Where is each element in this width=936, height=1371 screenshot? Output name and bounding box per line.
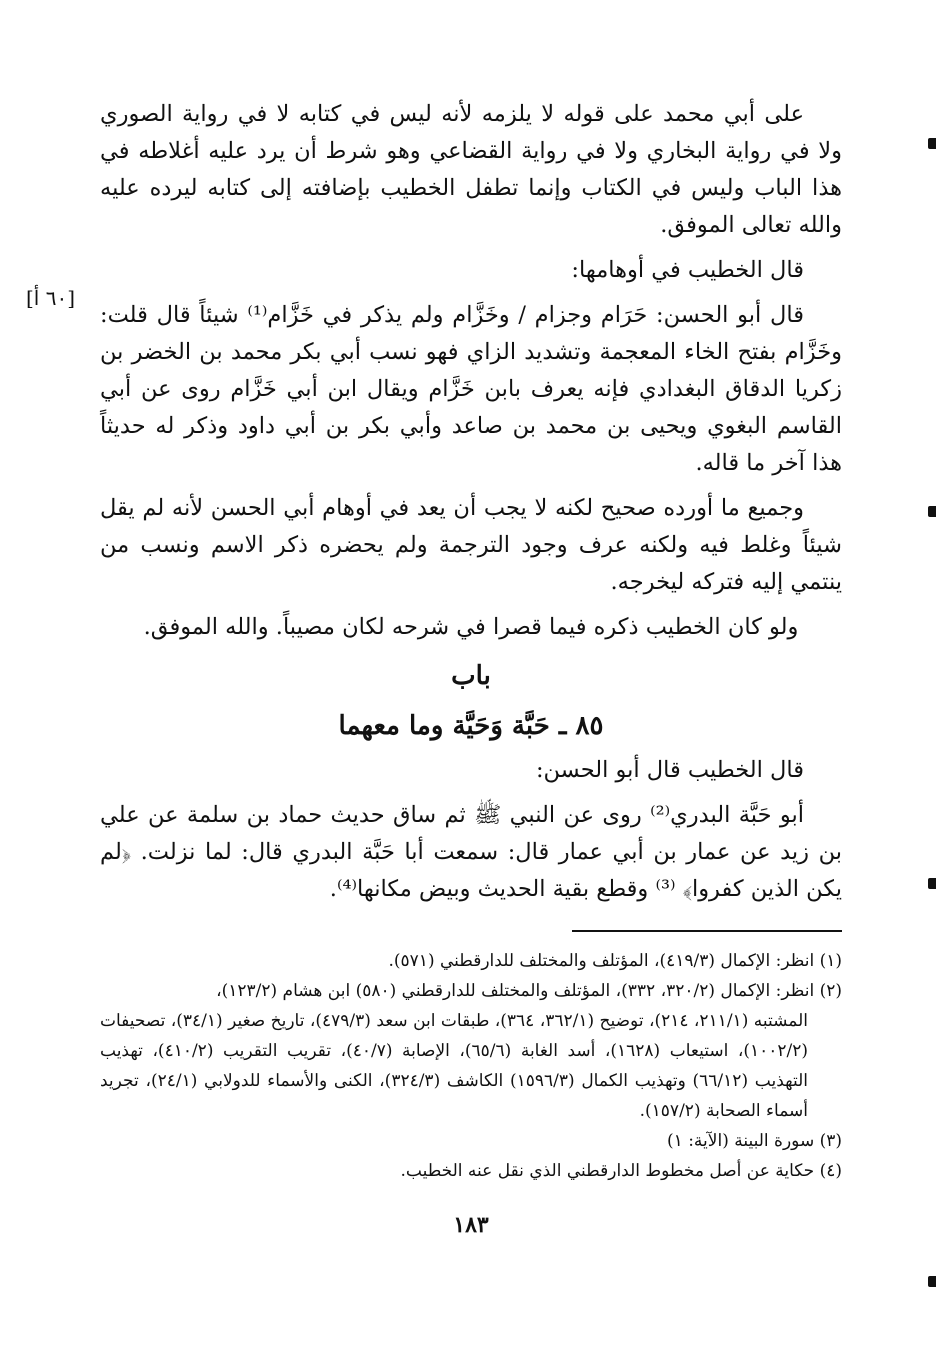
page-number: ١٨٣: [453, 1212, 489, 1238]
paragraph-1: على أبي محمد على قوله لا يلزمه لأنه ليس في كتابه لا في رواية الصوري ولا في رواية البخاري ولا في رواية القضاعي وهو شرط أن يرد عليه أغلاطه في هذا الباب وليس في الكتاب وإنما تطفل الخطيب بإضافته إلى كتابه ليرده عليه والله تعالى الموفق.: [100, 101, 842, 238]
section-paragraph-1: قال الخطيب قال أبو الحسن:: [535, 757, 804, 783]
chapter-title: ٨٥ ـ حَبَّة وَحَيَّة وما معهما: [338, 711, 604, 741]
footnote-divider: [572, 930, 842, 932]
paragraph-3: قال أبو الحسن: حَرَام وجزام / وخَزَّام ولم يذكر في خَزَّام⁽¹⁾ شيئاً قال قلت: وخَزَّام بفتح الخاء المعجمة وتشديد الزاي فهو نسب أبي بكر محمد بن الخضر بن زكريا الدقاق البغدادي فإنه يعرف بابن خَزَّام ويقال ابن أبي خَزَّام روى عن أبي القاسم البغوي ويحيى بن محمد بن صاعد وأبي بكر بن أبي داود وذكر له حديثاً هذا آخر ما قاله.: [100, 302, 842, 476]
margin-note: [٦٠ أ]: [26, 286, 76, 310]
paragraph-5: ولو كان الخطيب ذكره فيما قصرا في شرحه لكان مصيباً. والله الموفق.: [143, 614, 799, 640]
binding-mark: [928, 506, 936, 517]
footnote-1: (١) انظر: الإكمال (٤١٩/٣)، المؤتلف والمختلف للدارقطني (٥٧١).: [388, 951, 842, 971]
page-body: [100, 96, 842, 1238]
paragraph-4: وجميع ما أورده صحيح لكنه لا يجب أن يعد في أوهام أبي الحسن لأنه لم يقل شيئاً وغلط فيه ولكنه عرف وجود الترجمة ولم يحضره ذكر الاسم ونسب من ينتمي إليه فتركه ليخرجه.: [100, 495, 842, 595]
footnote-2-continuation: المشتبه (٢١١/١، ٢١٤)، توضيح (٣٦٢/١، ٣٦٤)، طبقات ابن سعد (٤٧٩/٣)، تاريخ صغير (٣٤/١)، تصحيفات (١٠٠٢/٢)، استيعاب (١٦٢٨)، أسد الغابة (٦٥/٦)، الإصابة (٤٠/٧)، تقريب التقريب (٤١٠/٢)، تهذيب التهذيب (٦٦/١٢) وتهذيب الكمال (١٥٩٦/٣) الكاشف (٣٢٤/٣)، الكنى والأسماء للدولابي (٢٤/١)، تجريد أسماء الصحابة (١٥٧/٢).: [100, 1011, 809, 1121]
footnote-4: (٤) حكاية عن أصل مخطوط الدارقطني الذي نقل عنه الخطيب.: [400, 1161, 842, 1181]
chapter-label: باب: [451, 661, 491, 691]
footnote-3: (٣) سورة البينة (الآية: ١): [667, 1131, 842, 1151]
binding-mark: [928, 878, 936, 889]
paragraph-2: قال الخطيب في أوهامها:: [571, 257, 804, 283]
section-paragraph-2: أبو حَبَّة البدري⁽²⁾ روى عن النبي ﷺ ثم ساق حديث حماد بن سلمة عن علي بن زيد عن عمار بن أبي عمار قال: سمعت أبا حَبَّة البدري قال: لما نزلت. ﴿لم يكن الذين كفروا﴾ ⁽³⁾ وقطع بقية الحديث وبيض مكانها⁽⁴⁾.: [100, 802, 842, 902]
binding-mark: [928, 138, 936, 149]
footnote-2: (٢) انظر: الإكمال (٣٢٠/٢، ٣٣٢)، المؤتلف والمختلف للدارقطني (٥٨٠) ابن هشام (١٢٣/٢)،: [216, 981, 842, 1001]
binding-mark: [928, 1276, 936, 1287]
